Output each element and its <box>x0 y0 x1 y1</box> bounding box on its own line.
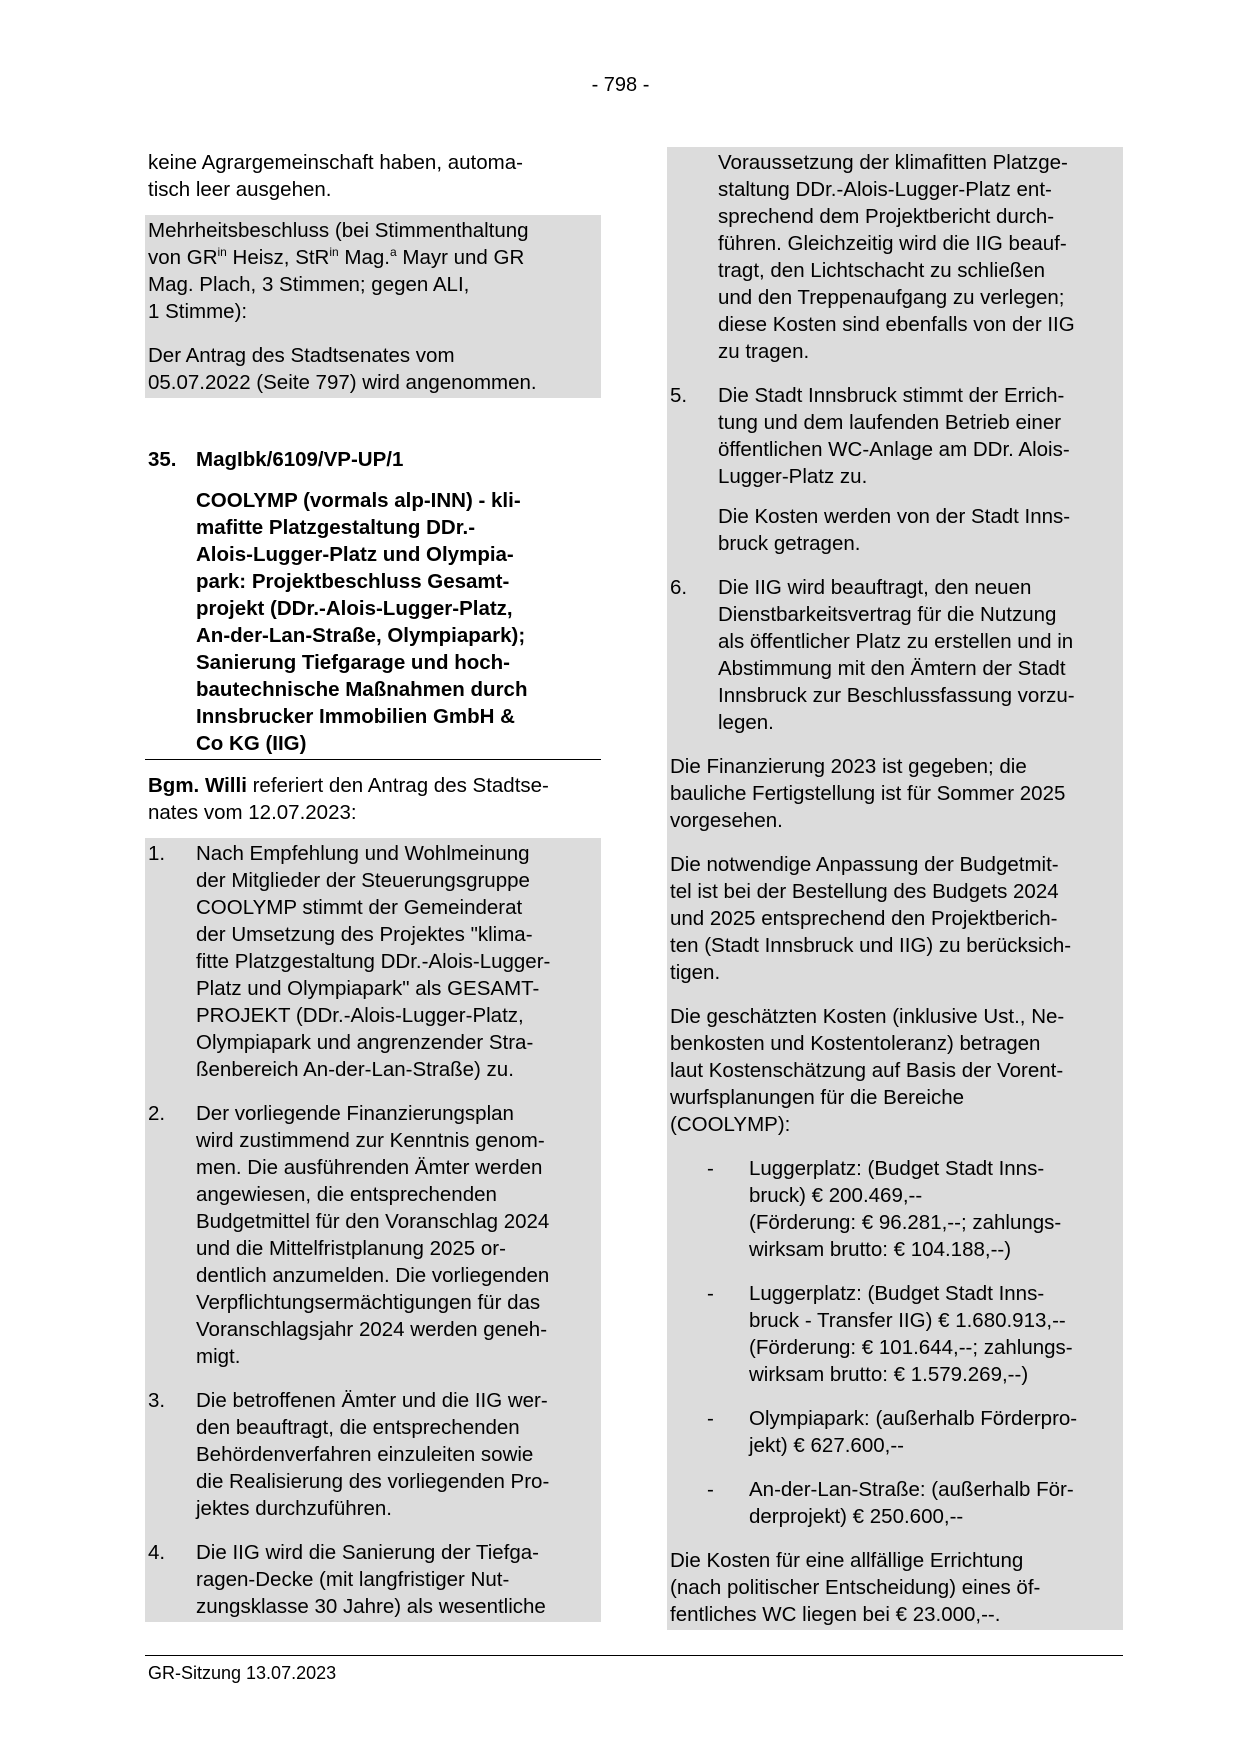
list-item <box>145 1537 601 1622</box>
list-item <box>145 1385 601 1524</box>
text-line: fitte Platzgestaltung DDr.-Alois-Lugger- <box>196 950 551 973</box>
text-line: ragen-Decke (mit langfristiger Nut- <box>196 1568 510 1591</box>
text-line: Abstimmung mit den Ämtern der Stadt <box>718 657 1066 680</box>
text-line: Behördenverfahren einzuleiten sowie <box>196 1443 534 1466</box>
title-line: COOLYMP (vormals alp-INN) - kli- <box>196 489 521 512</box>
text-line: ßenbereich An-der-Lan-Straße) zu. <box>196 1058 514 1081</box>
text-line: Voranschlagsjahr 2024 werden geneh- <box>196 1318 548 1341</box>
title-line: Innsbrucker Immobilien GmbH & <box>196 705 515 728</box>
text-line: derprojekt) € 250.600,-- <box>749 1505 964 1528</box>
footer-rule <box>145 1655 1123 1656</box>
text-line: der Mitglieder der Steuerungsgruppe <box>196 869 530 892</box>
text-line: tigen. <box>670 961 721 984</box>
dash-bullet: - <box>707 1157 714 1180</box>
text-line: jektes durchzuführen. <box>196 1497 393 1520</box>
text-line: (Förderung: € 101.644,--; zahlungs- <box>749 1336 1073 1359</box>
superscript: a <box>390 245 397 259</box>
text-line: zungsklasse 30 Jahre) als wesentliche <box>196 1595 546 1618</box>
referent-name: Bgm. Willi <box>148 774 247 797</box>
superscript: in <box>217 245 227 259</box>
text-line: Die IIG wird beauftragt, den neuen <box>718 576 1032 599</box>
text-line: und den Treppenaufgang zu verlegen; <box>718 286 1065 309</box>
item-reference: MagIbk/6109/VP-UP/1 <box>196 448 404 471</box>
text-line: keine Agrargemeinschaft haben, automa- <box>148 151 523 174</box>
text-span: von GR <box>148 246 218 269</box>
superscript: in <box>329 245 339 259</box>
text-line: COOLYMP stimmt der Gemeinderat <box>196 896 523 919</box>
text-line: Die Finanzierung 2023 ist gegeben; die <box>670 755 1027 778</box>
text-line: und 2025 entsprechend den Projektberich- <box>670 907 1058 930</box>
text-span: Heisz, StR <box>226 246 330 269</box>
text-line: benkosten und Kostentoleranz) betragen <box>670 1032 1041 1055</box>
title-line: Alois-Lugger-Platz und Olympia- <box>196 543 514 566</box>
text-line: der Umsetzung des Projektes "klima- <box>196 923 533 946</box>
item-4-continuation <box>667 147 1123 367</box>
list-item <box>145 1098 601 1372</box>
text-line: führen. Gleichzeitig wird die IIG beauf- <box>718 232 1067 255</box>
text-line: wirksam brutto: € 104.188,--) <box>749 1238 1012 1261</box>
title-line: projekt (DDr.-Alois-Lugger-Platz, <box>196 597 513 620</box>
text-line: den beauftragt, die entsprechenden <box>196 1416 520 1439</box>
text-line: dentlich anzumelden. Die vorliegenden <box>196 1264 550 1287</box>
dash-bullet: - <box>707 1282 714 1305</box>
text-span: Mag. <box>338 246 390 269</box>
text-span: referiert den Antrag des Stadtse- <box>246 774 549 797</box>
item-number: 35. <box>148 448 177 471</box>
right-column <box>667 147 1123 1630</box>
financing-text <box>667 751 1123 836</box>
item-number: 5. <box>670 384 688 407</box>
text-line: Olympiapark und angrenzender Stra- <box>196 1031 534 1054</box>
text-line: Die Stadt Innsbruck stimmt der Errich- <box>718 384 1065 407</box>
text-line: Dienstbarkeitsvertrag für die Nutzung <box>718 603 1057 626</box>
text-line: tung und dem laufenden Betrieb einer <box>718 411 1062 434</box>
text-line: Der vorliegende Finanzierungsplan <box>196 1102 514 1125</box>
agenda-item-heading <box>145 444 601 760</box>
item-number: 1. <box>148 842 166 865</box>
item-number: 6. <box>670 576 688 599</box>
text-line: legen. <box>718 711 774 734</box>
text-line: bruck - Transfer IIG) € 1.680.913,-- <box>749 1309 1066 1332</box>
footer-text: GR-Sitzung 13.07.2023 <box>148 1663 337 1683</box>
title-line: park: Projektbeschluss Gesamt- <box>196 570 510 593</box>
text-line: tel ist bei der Bestellung des Budgets 2024 <box>670 880 1059 903</box>
text-line: wirksam brutto: € 1.579.269,--) <box>749 1363 1029 1386</box>
page-number: - 798 - <box>591 74 650 96</box>
budget-text <box>667 849 1123 988</box>
text-line: nates vom 12.07.2023: <box>148 801 357 824</box>
title-line: bautechnische Maßnahmen durch <box>196 678 528 701</box>
text-line: tragt, den Lichtschacht zu schließen <box>718 259 1046 282</box>
vote-text <box>145 215 601 327</box>
item-number: 3. <box>148 1389 166 1412</box>
list-item <box>667 380 1123 559</box>
dash-bullet: - <box>707 1407 714 1430</box>
dash-bullet: - <box>707 1478 714 1501</box>
text-line: sprechend dem Projektbericht durch- <box>718 205 1055 228</box>
text-line: Luggerplatz: (Budget Stadt Inns- <box>749 1282 1045 1305</box>
text-line: öffentlichen WC-Anlage am DDr. Alois- <box>718 438 1070 461</box>
text-line: und die Mittelfristplanung 2025 or- <box>196 1237 506 1260</box>
cost-item <box>667 1403 1123 1461</box>
vote-section <box>145 215 601 398</box>
left-column <box>145 147 601 1622</box>
text-line: (Förderung: € 96.281,--; zahlungs- <box>749 1211 1062 1234</box>
text-line: Voraussetzung der klimafitten Platzge- <box>718 151 1068 174</box>
text-line: Die notwendige Anpassung der Budgetmit- <box>670 853 1059 876</box>
text-line: Die Kosten werden von der Stadt Inns- <box>718 505 1071 528</box>
list-item <box>145 838 601 1085</box>
text-line: An-der-Lan-Straße: (außerhalb För- <box>749 1478 1074 1501</box>
text-line: tisch leer ausgehen. <box>148 178 332 201</box>
text-line: Luggerplatz: (Budget Stadt Inns- <box>749 1157 1045 1180</box>
cost-item <box>667 1474 1123 1532</box>
text-line: staltung DDr.-Alois-Lugger-Platz ent- <box>718 178 1052 201</box>
list-item <box>667 572 1123 738</box>
text-line: jekt) € 627.600,-- <box>749 1434 904 1457</box>
text-line: als öffentlicher Platz zu erstellen und in <box>718 630 1074 653</box>
text-line: Nach Empfehlung und Wohlmeinung <box>196 842 530 865</box>
resolution-list-continued <box>667 147 1123 1630</box>
text-line: laut Kostenschätzung auf Basis der Vorent- <box>670 1059 1064 1082</box>
text-line <box>148 772 598 799</box>
intro-text <box>145 147 601 205</box>
text-line: migt. <box>196 1345 241 1368</box>
text-line: Budgetmittel für den Voranschlag 2024 <box>196 1210 550 1233</box>
referent-text <box>145 770 601 828</box>
item-number: 2. <box>148 1102 166 1125</box>
title-line: Co KG (IIG) <box>196 732 307 755</box>
text-line: Die Kosten für eine allfällige Errichtung <box>670 1549 1024 1572</box>
text-line: Mehrheitsbeschluss (bei Stimmenthaltung <box>148 219 529 242</box>
cost-item <box>667 1153 1123 1265</box>
text-line: Die betroffenen Ämter und die IIG wer- <box>196 1389 548 1412</box>
item-number: 4. <box>148 1541 166 1564</box>
text-line: bruck getragen. <box>718 532 861 555</box>
text-line: wurfsplanungen für die Bereiche <box>670 1086 965 1109</box>
resolution-list <box>145 838 601 1622</box>
text-line: Verpflichtungsermächtigungen für das <box>196 1291 541 1314</box>
accepted-text <box>145 340 601 398</box>
text-line: Platz und Olympiapark" als GESAMT- <box>196 977 540 1000</box>
text-line: bauliche Fertigstellung ist für Sommer 2025 <box>670 782 1066 805</box>
text-line: wird zustimmend zur Kenntnis genom- <box>196 1129 545 1152</box>
text-line: Die IIG wird die Sanierung der Tiefga- <box>196 1541 539 1564</box>
text-line: Innsbruck zur Beschlussfassung vorzu- <box>718 684 1075 707</box>
text-line: vorgesehen. <box>670 809 783 832</box>
title-line: Sanierung Tiefgarage und hoch- <box>196 651 510 674</box>
text-line: angewiesen, die entsprechenden <box>196 1183 497 1206</box>
title-line: mafitte Platzgestaltung DDr.- <box>196 516 476 539</box>
text-line: zu tragen. <box>718 340 810 363</box>
item-title <box>145 485 601 760</box>
text-line: Der Antrag des Stadtsenates vom <box>148 344 455 367</box>
text-line: (COOLYMP): <box>670 1113 791 1136</box>
text-line: Lugger-Platz zu. <box>718 465 868 488</box>
text-line: men. Die ausführenden Ämter werden <box>196 1156 543 1179</box>
text-span: Mayr und GR <box>396 246 525 269</box>
text-line: fentliches WC liegen bei € 23.000,--. <box>670 1603 1001 1626</box>
text-line: bruck) € 200.469,-- <box>749 1184 923 1207</box>
text-line: (nach politischer Entscheidung) eines öf- <box>670 1576 1041 1599</box>
text-line: die Realisierung des vorliegenden Pro- <box>196 1470 550 1493</box>
text-line: PROJEKT (DDr.-Alois-Lugger-Platz, <box>196 1004 524 1027</box>
text-line: Die geschätzten Kosten (inklusive Ust., Ne- <box>670 1005 1065 1028</box>
title-line: An-der-Lan-Straße, Olympiapark); <box>196 624 526 647</box>
cost-item <box>667 1278 1123 1390</box>
text-line: ten (Stadt Innsbruck und IIG) zu berücksich- <box>670 934 1072 957</box>
text-line: 05.07.2022 (Seite 797) wird angenommen. <box>148 371 537 394</box>
text-line: diese Kosten sind ebenfalls von der IIG <box>718 313 1075 336</box>
text-line: Mag. Plach, 3 Stimmen; gegen ALI, <box>148 273 470 296</box>
wc-cost-text <box>667 1545 1123 1630</box>
text-line: 1 Stimme): <box>148 300 248 323</box>
costs-intro <box>667 1001 1123 1140</box>
text-line <box>148 244 598 271</box>
text-line: Olympiapark: (außerhalb Förderpro- <box>749 1407 1078 1430</box>
